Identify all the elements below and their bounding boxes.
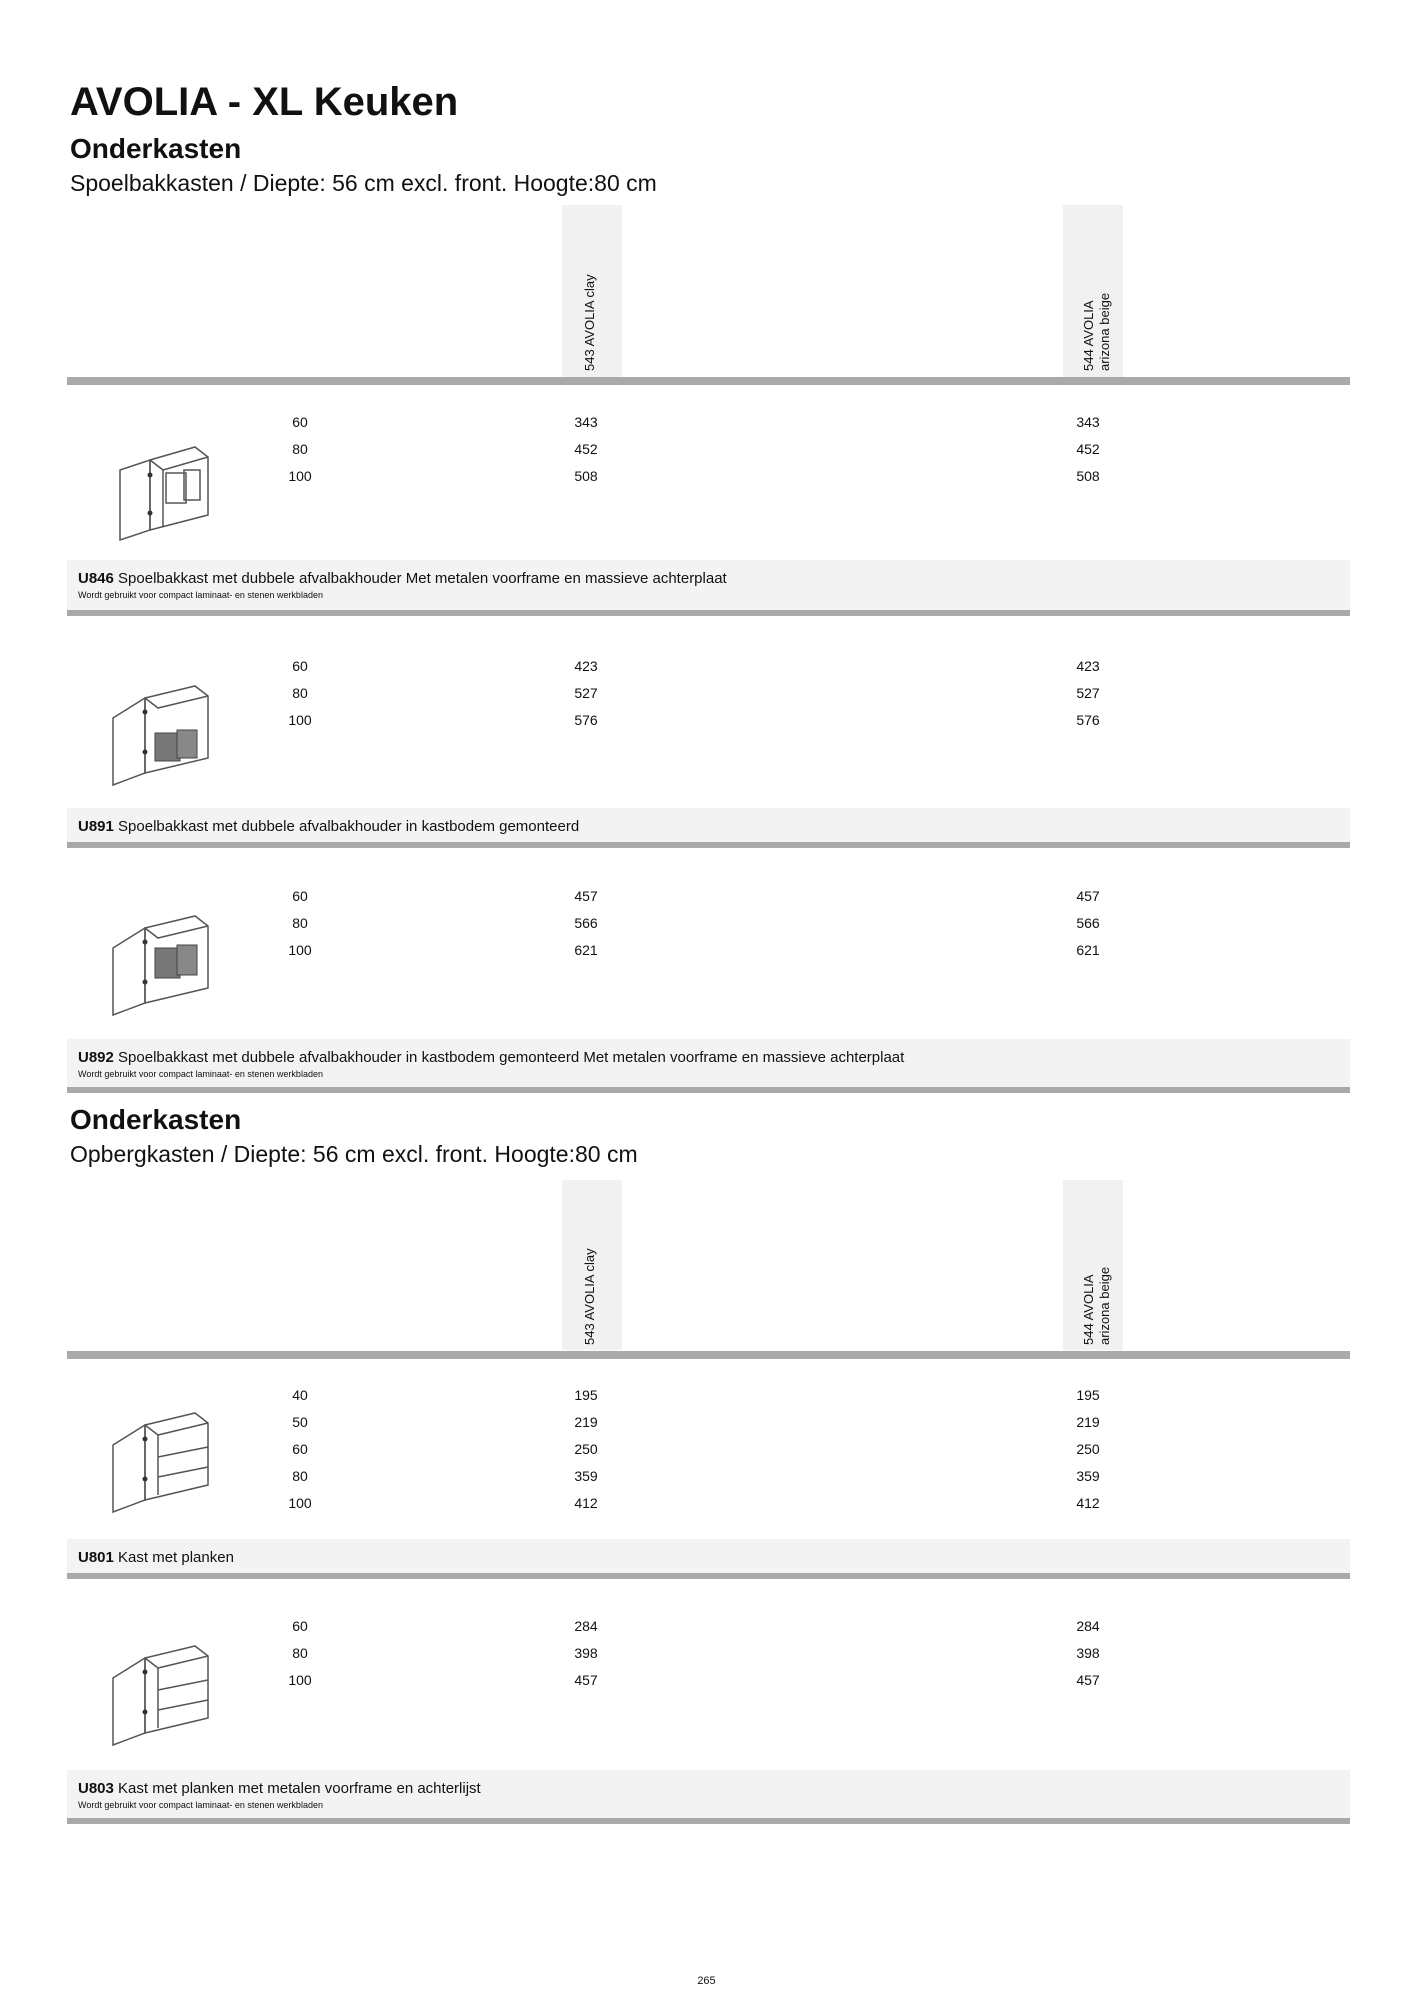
width-value: 50 bbox=[292, 1414, 308, 1430]
product-description-bar bbox=[67, 808, 1350, 848]
price-clay: 457 bbox=[574, 1672, 598, 1688]
page-number: 265 bbox=[697, 1975, 716, 1987]
price-clay: 359 bbox=[574, 1468, 598, 1484]
cabinet-shelves-illustration bbox=[105, 1638, 220, 1753]
price-beige: 423 bbox=[1076, 658, 1100, 674]
column-header-beige-line2: arizona beige bbox=[1097, 1266, 1112, 1345]
product-description-text: Spoelbakkast met dubbele afvalbakhouder in kastbodem gemonteerd Met metalen voorframe en massieve achterplaat bbox=[118, 1049, 905, 1066]
price-beige: 412 bbox=[1076, 1495, 1100, 1511]
width-value: 100 bbox=[288, 1672, 312, 1688]
price-beige: 219 bbox=[1076, 1414, 1100, 1430]
cabinet-shelves-illustration bbox=[105, 1405, 220, 1520]
price-beige: 621 bbox=[1076, 942, 1100, 958]
price-clay: 343 bbox=[574, 414, 598, 430]
price-beige: 576 bbox=[1076, 712, 1100, 728]
width-value: 80 bbox=[292, 441, 308, 457]
price-clay: 452 bbox=[574, 441, 598, 457]
product-code: U891 bbox=[78, 818, 114, 835]
width-value: 80 bbox=[292, 1645, 308, 1661]
column-header-clay: 543 AVOLIA clay bbox=[582, 1248, 597, 1345]
price-clay: 457 bbox=[574, 888, 598, 904]
row-divider bbox=[67, 1087, 1350, 1093]
price-beige: 195 bbox=[1076, 1387, 1100, 1403]
price-clay: 508 bbox=[574, 468, 598, 484]
product-description-text: Spoelbakkast met dubbele afvalbakhouder in kastbodem gemonteerd bbox=[118, 818, 580, 835]
width-value: 100 bbox=[288, 468, 312, 484]
section2-subheading: Opbergkasten / Diepte: 56 cm excl. front. Hoogte:80 cm bbox=[70, 1141, 638, 1167]
width-value: 100 bbox=[288, 712, 312, 728]
row-divider bbox=[67, 1818, 1350, 1824]
row-divider bbox=[67, 1573, 1350, 1579]
product-description-bar bbox=[67, 1539, 1350, 1579]
price-clay: 398 bbox=[574, 1645, 598, 1661]
product-note: Wordt gebruikt voor compact laminaat- en stenen werkbladen bbox=[78, 1800, 323, 1810]
width-value: 40 bbox=[292, 1387, 308, 1403]
product-note: Wordt gebruikt voor compact laminaat- en stenen werkbladen bbox=[78, 1069, 323, 1079]
section2-heading: Onderkasten bbox=[70, 1104, 242, 1135]
product-description-text: Kast met planken bbox=[118, 1549, 234, 1566]
page-title: AVOLIA - XL Keuken bbox=[70, 80, 459, 124]
width-value: 100 bbox=[288, 942, 312, 958]
width-value: 60 bbox=[292, 658, 308, 674]
product-code: U892 bbox=[78, 1049, 114, 1066]
section1-subheading: Spoelbakkasten / Diepte: 56 cm excl. front. Hoogte:80 cm bbox=[70, 170, 657, 196]
column-header-beige-line1: 544 AVOLIA bbox=[1081, 1274, 1096, 1345]
product-code: U846 bbox=[78, 570, 114, 587]
cabinet-bins-illustration bbox=[105, 908, 220, 1023]
width-value: 60 bbox=[292, 888, 308, 904]
price-beige: 359 bbox=[1076, 1468, 1100, 1484]
price-clay: 576 bbox=[574, 712, 598, 728]
product-description-bar bbox=[67, 560, 1350, 616]
product-note: Wordt gebruikt voor compact laminaat- en stenen werkbladen bbox=[78, 590, 323, 600]
width-value: 80 bbox=[292, 685, 308, 701]
width-value: 80 bbox=[292, 1468, 308, 1484]
row-divider bbox=[67, 842, 1350, 848]
product-code: U801 bbox=[78, 1549, 114, 1566]
column-header-clay: 543 AVOLIA clay bbox=[582, 274, 597, 371]
price-beige: 566 bbox=[1076, 915, 1100, 931]
price-clay: 195 bbox=[574, 1387, 598, 1403]
price-beige: 343 bbox=[1076, 414, 1100, 430]
width-value: 100 bbox=[288, 1495, 312, 1511]
product-description bbox=[78, 1780, 481, 1797]
product-description-bar bbox=[67, 1770, 1350, 1824]
width-value: 60 bbox=[292, 1618, 308, 1634]
product-description bbox=[78, 1549, 234, 1566]
cabinet-bins-illustration bbox=[110, 435, 225, 550]
product-code: U803 bbox=[78, 1780, 114, 1797]
price-beige: 457 bbox=[1076, 1672, 1100, 1688]
price-beige: 508 bbox=[1076, 468, 1100, 484]
product-description-text: Spoelbakkast met dubbele afvalbakhouder Met metalen voorframe en massieve achterplaat bbox=[118, 570, 727, 587]
column-header-beige-line2: arizona beige bbox=[1097, 292, 1112, 371]
column-header-beige-line1: 544 AVOLIA bbox=[1081, 300, 1096, 371]
product-description-bar bbox=[67, 1039, 1350, 1093]
price-clay: 566 bbox=[574, 915, 598, 931]
width-value: 80 bbox=[292, 915, 308, 931]
row-divider bbox=[67, 610, 1350, 616]
width-value: 60 bbox=[292, 1441, 308, 1457]
price-clay: 621 bbox=[574, 942, 598, 958]
price-clay: 250 bbox=[574, 1441, 598, 1457]
price-beige: 398 bbox=[1076, 1645, 1100, 1661]
price-beige: 284 bbox=[1076, 1618, 1100, 1634]
price-beige: 527 bbox=[1076, 685, 1100, 701]
header-divider bbox=[67, 1351, 1350, 1359]
width-value: 60 bbox=[292, 414, 308, 430]
product-description bbox=[78, 1049, 904, 1066]
header-divider bbox=[67, 377, 1350, 385]
price-beige: 452 bbox=[1076, 441, 1100, 457]
product-description bbox=[78, 818, 579, 835]
price-beige: 250 bbox=[1076, 1441, 1100, 1457]
price-clay: 527 bbox=[574, 685, 598, 701]
product-description-text: Kast met planken met metalen voorframe en achterlijst bbox=[118, 1780, 481, 1797]
price-clay: 412 bbox=[574, 1495, 598, 1511]
cabinet-bins-illustration bbox=[105, 678, 220, 793]
product-description bbox=[78, 570, 727, 587]
price-clay: 219 bbox=[574, 1414, 598, 1430]
price-clay: 284 bbox=[574, 1618, 598, 1634]
price-beige: 457 bbox=[1076, 888, 1100, 904]
price-clay: 423 bbox=[574, 658, 598, 674]
section1-heading: Onderkasten bbox=[70, 133, 242, 164]
